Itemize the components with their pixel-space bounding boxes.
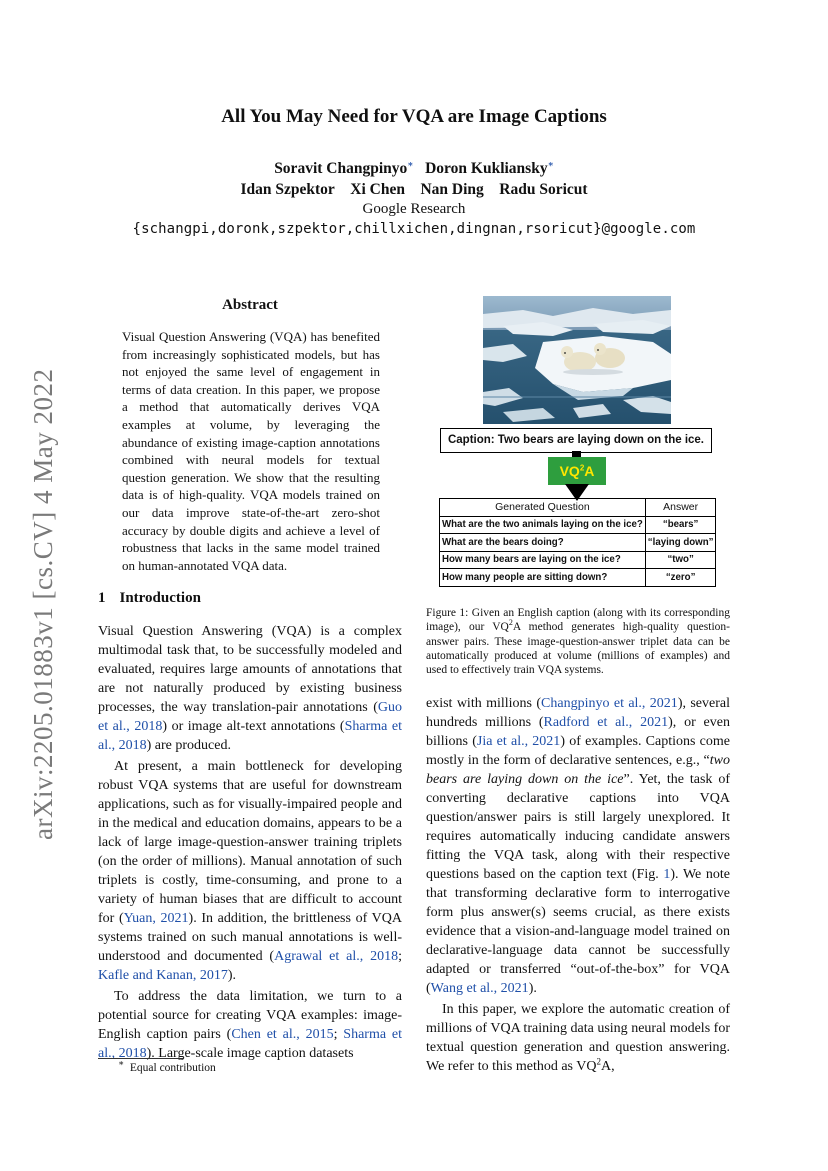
question-cell: What are the bears doing?: [440, 534, 646, 552]
table-row: [440, 569, 716, 587]
text-run: ), or even billions (: [426, 715, 730, 749]
citation-link[interactable]: Radford et al., 2021: [543, 715, 669, 730]
equal-contribution-mark[interactable]: ∗: [547, 158, 554, 169]
figure-caption-text-cont: A method generates high-quality question-answer pairs. These image-question-answer triplet data can be automatically produced at volume (millions of examples) and used to effectively train VQA systems.: [426, 621, 730, 677]
citation-link[interactable]: Wang et al., 2021: [430, 981, 529, 996]
generated-qa-table: [439, 498, 716, 587]
method-label-suffix: A: [584, 463, 595, 479]
answer-cell: “zero”: [645, 569, 716, 587]
author-name: Xi Chen: [350, 181, 405, 198]
citation-link[interactable]: Sharma et al., 2018: [98, 1027, 402, 1061]
right-column: [426, 694, 730, 1076]
paragraph: [98, 757, 402, 985]
column-header: Generated Question: [440, 499, 646, 517]
table-row: [440, 516, 716, 534]
caption-box: Caption: Two bears are laying down on the ice.: [440, 428, 712, 453]
text-run: ). Large-scale image caption datasets: [146, 1046, 354, 1061]
author-name: Soravit Changpinyo: [274, 160, 408, 177]
author-name: Doron Kukliansky: [425, 160, 548, 177]
citation-link[interactable]: Agrawal et al., 2018: [274, 949, 399, 964]
footnote-mark: ∗: [118, 1058, 125, 1069]
citation-link[interactable]: Chen et al., 2015: [231, 1027, 334, 1042]
text-run: ). In addition, the brittleness of VQA systems trained on such manual annotations is well-understood and documented (: [98, 911, 402, 964]
paragraph: [426, 694, 730, 998]
abstract-text: Visual Question Answering (VQA) has benefited from increasingly sophisticated models, but has not enjoyed the same level of engagement in terms of data creation. In this paper, we propose a method that automatically derives VQA examples at volume, by leveraging the abundance of existing image-caption annotations combined with neural models for textual question generation. We show that the resulting data is of high-quality. VQA models trained on our data improve state-of-the-art zero-shot accuracy by double digits and achieve a level of robustness that lacks in the same model trained on human-annotated VQA data.: [122, 329, 380, 573]
text-run: To address the data limitation, we turn to a potential source for creating VQA examples: image-English caption pairs (: [98, 989, 402, 1042]
text-run: ;: [398, 949, 402, 964]
paragraph: [98, 622, 402, 755]
citation-link[interactable]: 1: [663, 867, 671, 882]
arxiv-identifier: arXiv:2205.01883v1 [cs.CV] 4 May 2022: [28, 368, 58, 840]
text-run: A,: [600, 1059, 615, 1074]
figure-caption-text: Figure 1: Given an English caption (along with its corresponding image), our VQ: [426, 607, 730, 634]
text-run: ).: [227, 968, 237, 983]
paragraph: [98, 987, 402, 1063]
section-number: 1: [98, 590, 106, 606]
text-run: ”. Yet, the task of converting declarative captions into VQA question/answer pairs is still largely unexplored. It requires automatically inducing candidate answers fitting the VQA task, along with their respective questions based on the caption text (Fig.: [426, 772, 730, 882]
text-run: ) are produced.: [146, 738, 231, 753]
citation-link[interactable]: Changpinyo et al., 2021: [541, 696, 678, 711]
table-row: [440, 534, 716, 552]
left-column: [98, 622, 402, 1063]
question-cell: What are the two animals laying on the ice?: [440, 516, 646, 534]
equal-contribution-mark[interactable]: ∗: [407, 158, 414, 169]
footnote-rule: [98, 1058, 184, 1059]
citation-link[interactable]: Guo et al., 2018: [98, 700, 402, 734]
answer-cell: “bears”: [645, 516, 716, 534]
paper-title: All You May Need for VQA are Image Captions: [221, 106, 607, 127]
answer-cell: “laying down”: [645, 534, 716, 552]
citation-link[interactable]: Jia et al., 2021: [476, 734, 561, 749]
text-run: ), several hundreds millions (: [426, 696, 730, 730]
text-run: At present, a main bottleneck for developing robust VQA systems that are useful for downstream applications, such as for visually-impaired people and in the medical and education domains, appears to be a lack of large image-question-answer training triplets (on the order of millions). Manual annotation of such triplets is costly, time-consuming, and prone to a variety of human biases that are difficult to account for (: [98, 759, 402, 926]
section-title: Introduction: [119, 590, 201, 606]
text-run: ) of examples. Captions come mostly in the form of declarative sentences, e.g., “: [426, 734, 730, 768]
author-line-1: [0, 160, 828, 178]
column-header: Answer: [645, 499, 716, 517]
author-name: Nan Ding: [420, 181, 484, 198]
question-cell: How many people are sitting down?: [440, 569, 646, 587]
text-run: Visual Question Answering (VQA) is a complex multimodal task that, to be successfully modeled and evaluated, requires large amounts of annotations that are not naturally produced by existing business processes, the way translation-pair annotations (: [98, 624, 402, 715]
citation-link[interactable]: Kafle and Kanan, 2017: [98, 968, 228, 983]
polar-bears-photo: [483, 296, 671, 424]
author-name: Radu Soricut: [499, 181, 588, 198]
text-run: In this paper, we explore the automatic creation of millions of VQA training data using neural models for textual question generation and question answering. We refer to this method as VQ: [426, 1002, 730, 1074]
figure-caption-sup: 2: [508, 618, 513, 628]
citation-link[interactable]: Sharma et al., 2018: [98, 719, 402, 753]
vq2a-method-box: [548, 457, 606, 485]
text-run: ).: [528, 981, 537, 996]
table-header-row: [440, 499, 716, 517]
question-cell: How many bears are laying on the ice?: [440, 551, 646, 569]
text-run: exist with millions (: [426, 696, 542, 711]
italic-text: two bears are laying down on the ice: [426, 753, 730, 787]
paragraph: [426, 1000, 730, 1076]
figure-caption: [426, 606, 730, 677]
text-run: ;: [333, 1027, 344, 1042]
footnote: [118, 1058, 216, 1074]
answer-cell: “two”: [645, 551, 716, 569]
section-heading: [98, 590, 201, 607]
photo-illustration: [483, 296, 671, 424]
abstract-heading: Abstract: [222, 297, 278, 313]
author-line-2: [0, 181, 828, 199]
table-row: [440, 551, 716, 569]
text-run: ) or image alt-text annotations (: [162, 719, 345, 734]
author-emails: {schangpi,doronk,szpektor,chillxichen,dingnan,rsoricut}@google.com: [132, 221, 696, 237]
affiliation: Google Research: [362, 201, 466, 217]
author-name: Idan Szpektor: [240, 181, 335, 198]
method-label-sup: 2: [579, 463, 585, 473]
text-run: ). We note that transforming declarative form to interrogative form plus answer(s) seems crucial, as there exists evidence that a vision-and-language model trained on declarative-language data cannot be successfully adapted or transferred “out-of-the-box” for VQA (: [426, 867, 730, 996]
method-label: VQ: [559, 463, 580, 479]
superscript: 2: [596, 1056, 601, 1067]
footnote-text: Equal contribution: [129, 1062, 216, 1074]
citation-link[interactable]: Yuan, 2021: [123, 911, 189, 926]
